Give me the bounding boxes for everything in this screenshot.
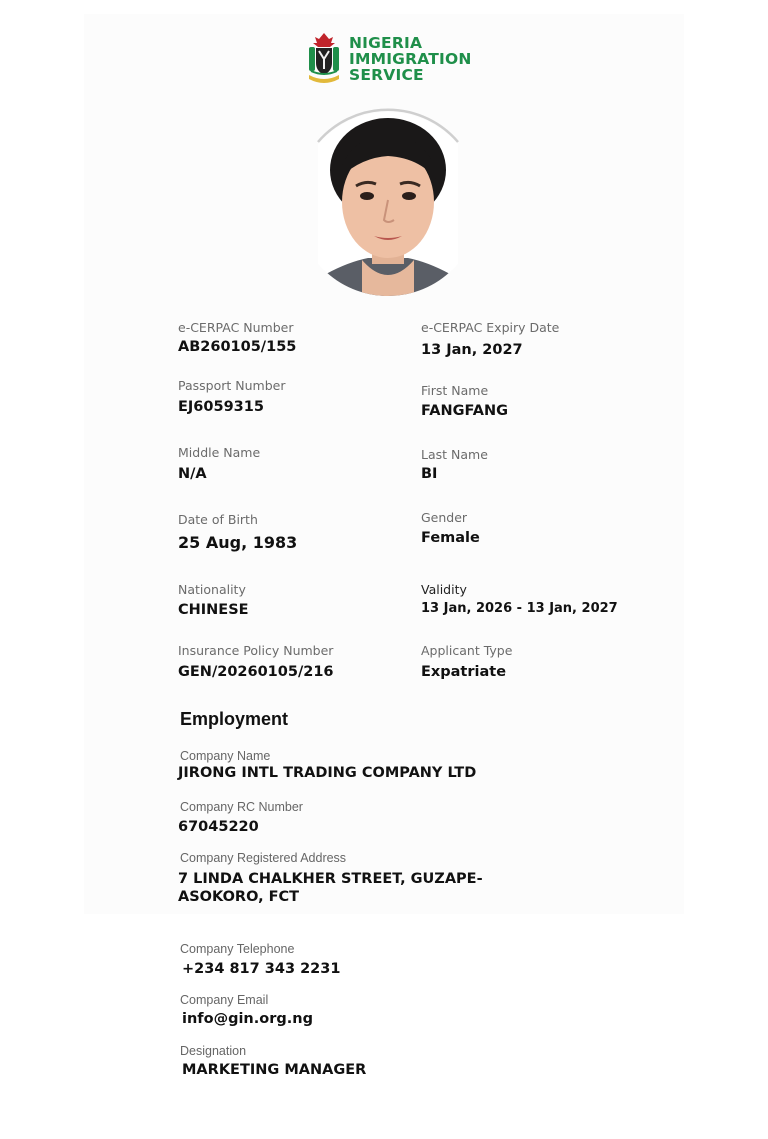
logo-line-2: IMMIGRATION <box>349 50 472 68</box>
last-name-label: Last Name <box>421 447 488 462</box>
middle-name-value: N/A <box>178 466 207 482</box>
applicant-type-value: Expatriate <box>421 664 507 680</box>
date-of-birth-label: Date of Birth <box>178 512 258 527</box>
company-rc-value: 67045220 <box>178 819 259 835</box>
nationality-value: CHINESE <box>178 602 249 618</box>
company-name-label: Company Name <box>180 749 271 763</box>
company-email-value: info@gin.org.ng <box>182 1011 313 1027</box>
company-address-label: Company Registered Address <box>180 851 347 865</box>
coat-of-arms-icon <box>305 31 343 87</box>
company-email-label: Company Email <box>180 993 269 1007</box>
first-name-value: FANGFANG <box>421 403 508 419</box>
designation-value: MARKETING MANAGER <box>182 1062 367 1078</box>
nationality-label: Nationality <box>178 582 246 597</box>
logo-line-3: SERVICE <box>349 66 424 84</box>
employment-heading: Employment <box>180 709 289 729</box>
applicant-type-label: Applicant Type <box>421 643 513 658</box>
company-rc-label: Company RC Number <box>180 800 303 814</box>
gender-value: Female <box>421 530 480 546</box>
date-of-birth-value: 25 Aug, 1983 <box>178 533 298 552</box>
passport-number-label: Passport Number <box>178 378 286 393</box>
gender-label: Gender <box>421 510 468 525</box>
passport-number-value: EJ6059315 <box>178 399 264 415</box>
validity-value: 13 Jan, 2026 - 13 Jan, 2027 <box>421 601 618 616</box>
company-address-value-line-2: ASOKORO, FCT <box>178 889 300 905</box>
company-name-value: JIRONG INTL TRADING COMPANY LTD <box>178 765 477 781</box>
company-telephone-label: Company Telephone <box>180 942 295 956</box>
company-telephone-value: +234 817 343 2231 <box>182 961 341 977</box>
insurance-policy-label: Insurance Policy Number <box>178 643 334 658</box>
last-name-value: BI <box>421 466 438 482</box>
company-address-value-line-1: 7 LINDA CHALKHER STREET, GUZAPE- <box>178 871 483 887</box>
logo-line-1: NIGERIA <box>349 34 423 52</box>
first-name-label: First Name <box>421 383 489 398</box>
portrait-image <box>318 112 458 296</box>
ecerpac-expiry-label: e-CERPAC Expiry Date <box>421 320 560 335</box>
ecerpac-number-value: AB260105/155 <box>178 339 297 355</box>
designation-label: Designation <box>180 1044 247 1058</box>
validity-label: Validity <box>421 582 467 597</box>
middle-name-label: Middle Name <box>178 445 261 460</box>
applicant-photo <box>296 98 480 298</box>
insurance-policy-value: GEN/20260105/216 <box>178 664 334 680</box>
ecerpac-expiry-value: 13 Jan, 2027 <box>421 342 523 358</box>
nis-logo <box>305 30 472 88</box>
ecerpac-number-label: e-CERPAC Number <box>178 320 294 335</box>
